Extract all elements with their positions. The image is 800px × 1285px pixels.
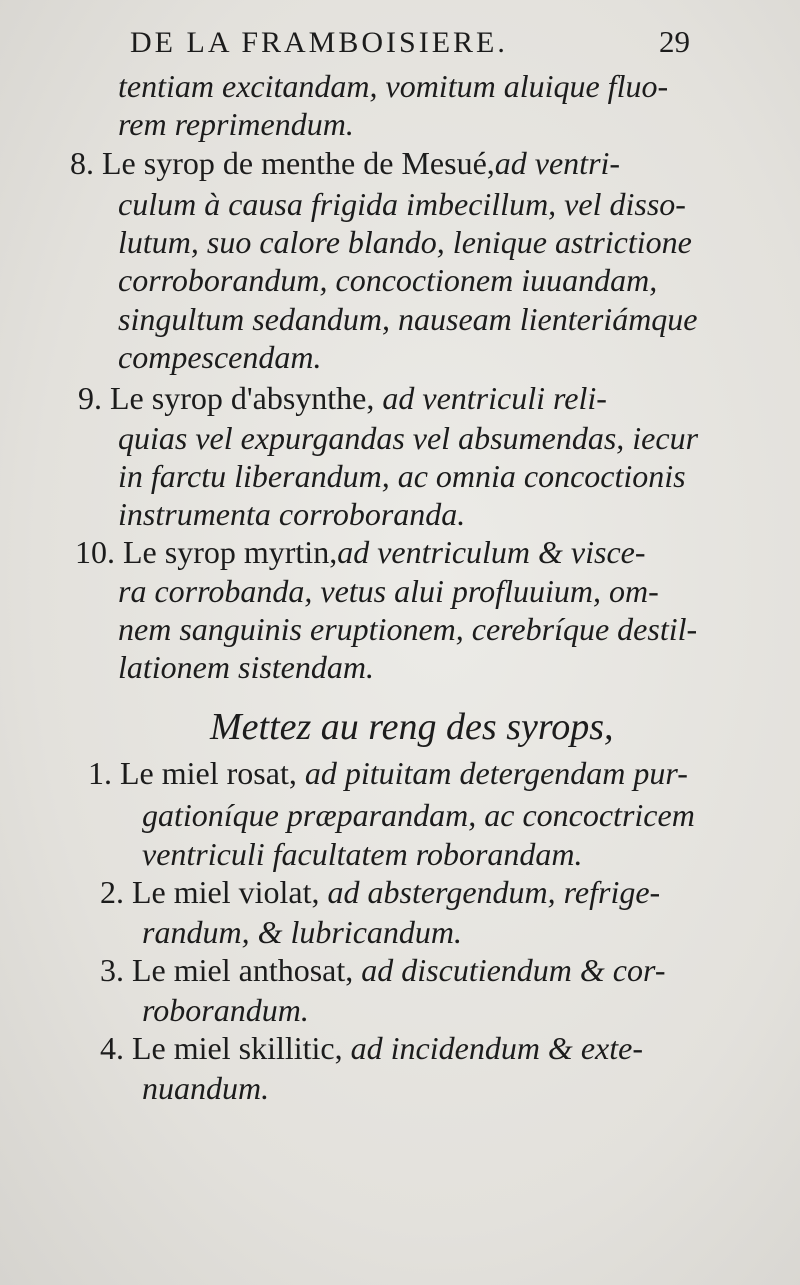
text-line: instrumenta corroboranda. xyxy=(118,496,466,532)
text-line: singultum sedandum, nauseam lienteriámque xyxy=(118,301,698,337)
text-line: lutum, suo calore blando, lenique astrictione xyxy=(118,224,692,260)
text-line: randum, & lubricandum. xyxy=(142,914,462,950)
page-header xyxy=(130,26,690,66)
text-line: ra corrobanda, vetus alui profluuium, om- xyxy=(118,573,659,609)
item-title: Le syrop d'absynthe, xyxy=(110,380,375,416)
text-line: roborandum. xyxy=(142,992,309,1028)
list-item-3: 3. Le miel anthosat, ad discutiendum & cor- xyxy=(100,952,666,988)
list-item-2: 2. Le miel violat, ad abstergendum, refrige- xyxy=(100,874,661,910)
item-title: Le syrop myrtin, xyxy=(123,534,338,570)
text-line: ventriculi facultatem roborandam. xyxy=(142,836,583,872)
text-line: quias vel expurgandas vel absumendas, iecur xyxy=(118,420,699,456)
item-number: 10. xyxy=(75,534,115,570)
text-line: rem reprimendum. xyxy=(118,106,354,142)
item-number: 2. xyxy=(100,874,124,910)
list-item-1: 1. Le miel rosat, ad pituitam detergendam pur- xyxy=(88,755,688,791)
text-line: compescendam. xyxy=(118,339,322,375)
item-title: Le miel violat, xyxy=(132,874,320,910)
text-line: lationem sistendam. xyxy=(118,649,374,685)
text-line: gationíque præparandam, ac concoctricem xyxy=(142,797,695,833)
item-number: 3. xyxy=(100,952,124,988)
text-line: in farctu liberandum, ac omnia concoctionis xyxy=(118,458,686,494)
list-item-4: 4. Le miel skillitic, ad incidendum & exte- xyxy=(100,1030,643,1066)
item-number: 1. xyxy=(88,755,112,791)
running-title: DE LA FRAMBOISIERE. xyxy=(130,26,508,59)
item-number: 8. xyxy=(70,145,94,181)
page-number: 29 xyxy=(659,24,690,59)
section-heading: Mettez au reng des syrops, xyxy=(210,706,614,748)
item-number: 9. xyxy=(78,380,102,416)
item-title: Le miel rosat, xyxy=(120,755,297,791)
text-line: nem sanguinis eruptionem, cerebríque destil- xyxy=(118,611,698,647)
item-title: Le miel skillitic, xyxy=(132,1030,343,1066)
text-line: nuandum. xyxy=(142,1070,270,1106)
list-item-8: 8. Le syrop de menthe de Mesué,ad ventri- xyxy=(70,145,621,181)
text-line: tentiam excitandam, vomitum aluique fluo- xyxy=(118,68,669,104)
text-line: culum à causa frigida imbecillum, vel disso- xyxy=(118,186,686,222)
list-item-9: 9. Le syrop d'absynthe, ad ventriculi reli- xyxy=(78,380,607,416)
text-line: corroborandum, concoctionem iuuandam, xyxy=(118,262,658,298)
item-number: 4. xyxy=(100,1030,124,1066)
list-item-10: 10. Le syrop myrtin,ad ventriculum & visce- xyxy=(75,534,646,570)
item-title: Le syrop de menthe de Mesué, xyxy=(102,145,495,181)
item-title: Le miel anthosat, xyxy=(132,952,354,988)
